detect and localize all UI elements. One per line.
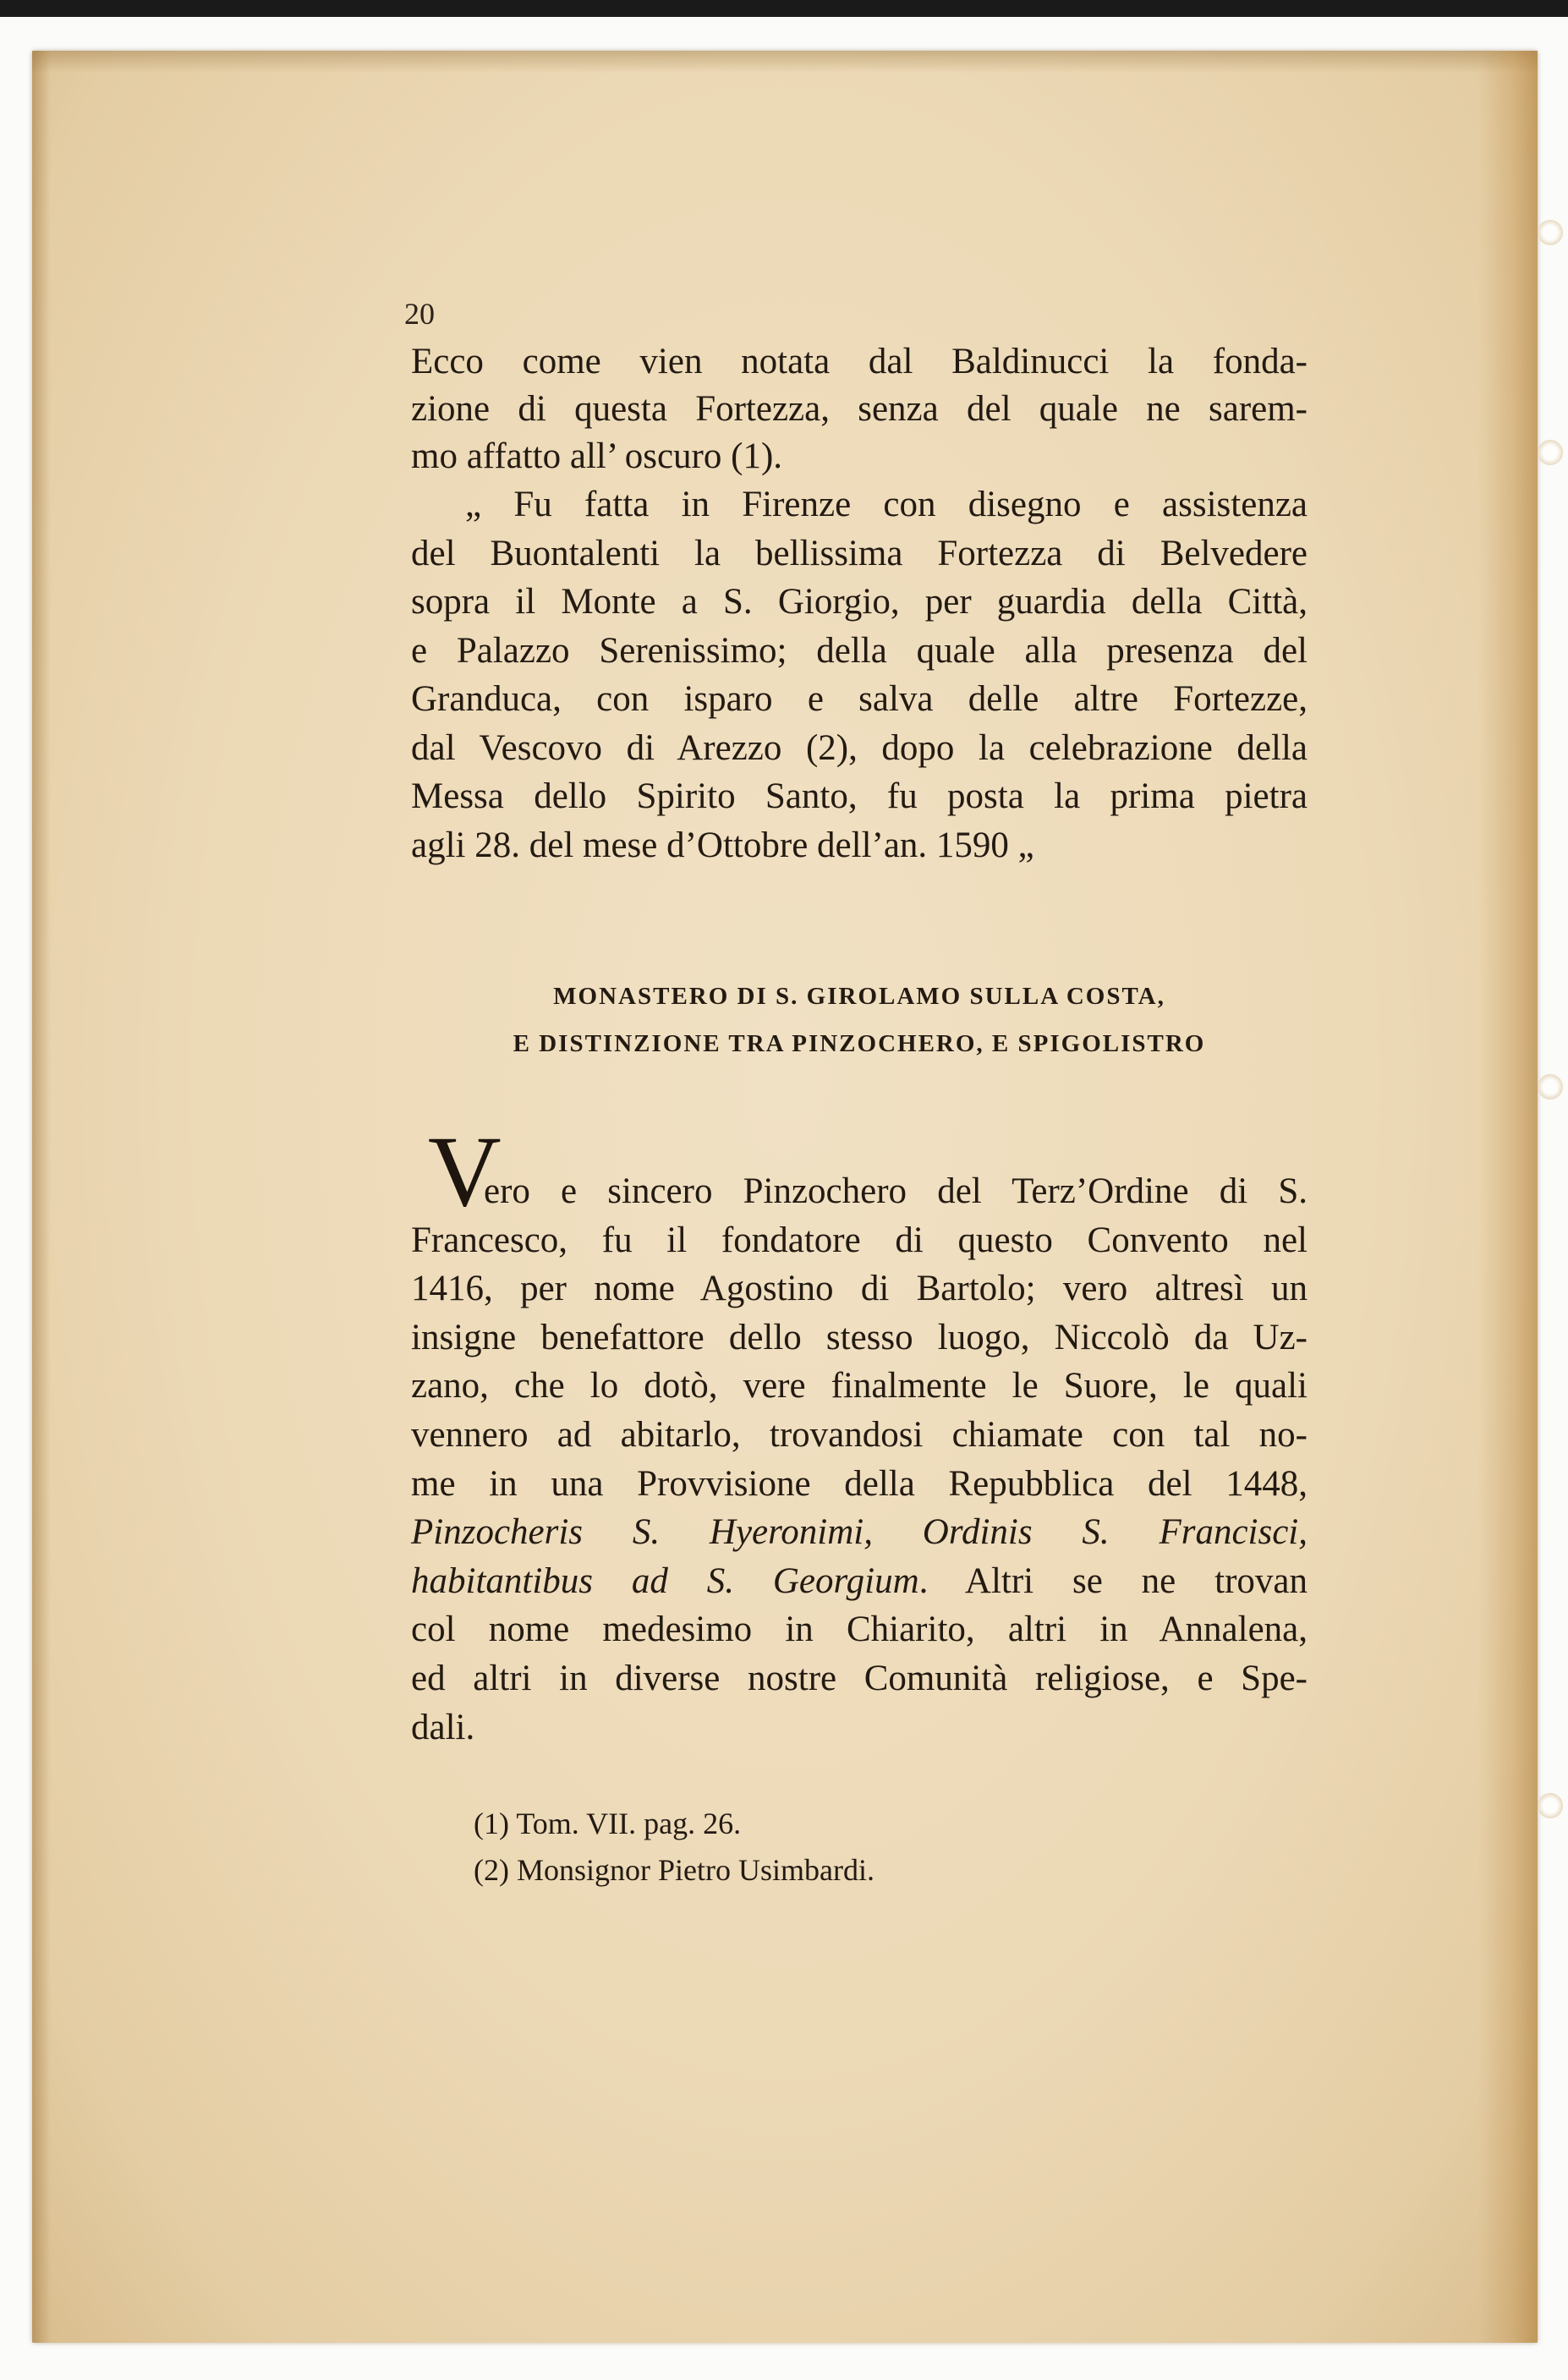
text-line: Francesco, fu il fondatore di questo Convento nel xyxy=(411,1220,1308,1260)
footnote: (1) Tom. VII. pag. 26. xyxy=(474,1807,742,1840)
text-line: vennero ad abitarlo, trovandosi chiamate con tal no- xyxy=(411,1414,1308,1455)
section-heading-line: E DISTINZIONE TRA PINZOCHERO, E SPIGOLISTRO xyxy=(513,1030,1206,1057)
text-line: dal Vescovo di Arezzo (2), dopo la celebrazione della xyxy=(411,727,1308,768)
text-line: agli 28. del mese d’Ottobre dell’an. 1590 „ xyxy=(411,825,1034,865)
text-line-mixed xyxy=(411,1557,1308,1606)
text-line: col nome medesimo in Chiarito, altri in Annalena, xyxy=(411,1610,1308,1650)
binding-hole xyxy=(1538,1074,1563,1100)
text-line: mo affatto all’ oscuro (1). xyxy=(411,436,783,476)
binding-hole xyxy=(1538,440,1563,465)
section-heading xyxy=(411,973,1308,1067)
text-line: „ Fu fatta in Firenze con disegno e assistenza xyxy=(465,485,1308,524)
text-line-italic xyxy=(411,1508,1308,1557)
drop-cap: V xyxy=(428,1115,502,1227)
text-line: me in una Provvisione della Repubblica del 1448, xyxy=(411,1463,1308,1504)
page-number: 20 xyxy=(404,297,435,331)
text-line: e Palazzo Serenissimo; della quale alla presenza del xyxy=(411,630,1308,671)
latin-citation: habitantibus ad S. Georgium xyxy=(411,1560,919,1601)
text-line: sopra il Monte a S. Giorgio, per guardia della Città, xyxy=(411,582,1308,622)
text-line: ed altri in diverse nostre Comunità religiose, e Spe- xyxy=(411,1658,1308,1698)
paper-edge-top xyxy=(32,51,1538,73)
binding-hole xyxy=(1538,1793,1563,1818)
text-line: dali. xyxy=(411,1707,475,1747)
text-line: Ecco come vien notata dal Baldinucci la fonda- xyxy=(411,342,1308,381)
opening-paragraph xyxy=(411,338,1308,480)
text-line: insigne benefattore dello stesso luogo, Niccolò da Uz- xyxy=(411,1317,1308,1357)
paper-edge-right xyxy=(1478,51,1538,2343)
binding-hole xyxy=(1538,220,1563,245)
text-line: Granduca, con isparo e salva delle altre Fortezze, xyxy=(411,679,1308,719)
scan-top-border xyxy=(0,0,1568,17)
text-line: zano, che lo dotò, vere finalmente le Suore, le quali xyxy=(411,1366,1308,1407)
text-fragment: . Altri se ne trovan xyxy=(918,1560,1308,1601)
text-line: del Buontalenti la bellissima Fortezza di Belvedere xyxy=(411,533,1308,573)
text-line: zione di questa Fortezza, senza del quale ne sarem- xyxy=(411,389,1308,429)
text-line: ero e sincero Pinzochero del Terz’Ordine di S. xyxy=(484,1171,1308,1211)
main-paragraph xyxy=(411,1167,1308,1752)
quotation-paragraph xyxy=(411,480,1308,869)
section-heading-line: MONASTERO DI S. GIROLAMO SULLA COSTA, xyxy=(553,983,1165,1010)
latin-citation: Pinzocheris S. Hyeronimi, Ordinis S. Francisci, xyxy=(411,1512,1308,1553)
text-line: 1416, per nome Agostino di Bartolo; vero altresì un xyxy=(411,1269,1308,1309)
paper-edge-left xyxy=(32,51,51,2343)
text-line: Messa dello Spirito Santo, fu posta la prima pietra xyxy=(411,776,1308,816)
footnote: (2) Monsignor Pietro Usimbardi. xyxy=(474,1853,874,1887)
